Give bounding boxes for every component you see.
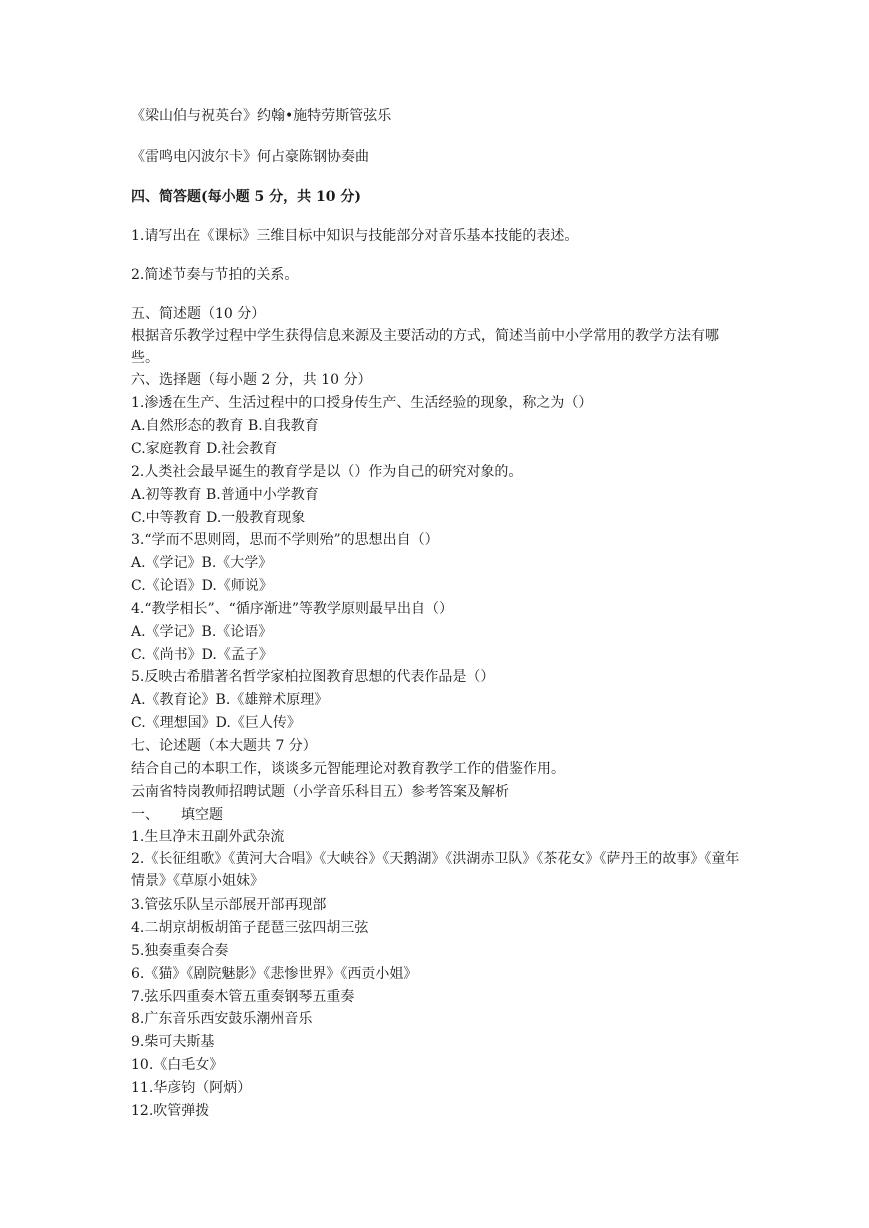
question-text: 5.反映古希腊著名哲学家柏拉图教育思想的代表作品是（）	[131, 669, 495, 685]
question-text: 根据音乐教学过程中学生获得信息来源及主要活动的方式，简述当前中小学常用的教学方法有哪些。	[131, 328, 719, 366]
option-line: A.《教育论》B.《雄辩术原理》	[131, 692, 329, 708]
option-line: A.《学记》B.《大学》	[131, 555, 273, 571]
answer-line: 8.广东音乐西安鼓乐潮州音乐	[131, 1011, 313, 1027]
section-heading: 四、简答题(每小题 5 分，共 10 分)	[131, 189, 361, 205]
question-text: 4.“教学相长”、“循序渐进”等教学原则最早出自（）	[131, 601, 453, 617]
subheading-label: 填空题	[181, 807, 223, 823]
answer-line: 1.生旦净末丑副外武杂流	[131, 829, 285, 845]
question-text: 2.简述节奏与节拍的关系。	[131, 267, 299, 283]
text-line: 《雷鸣电闪波尔卡》何占豪陈钢协奏曲	[131, 149, 369, 165]
option-line: C.《论语》D.《师说》	[131, 578, 273, 594]
answer-line: 3.管弦乐队呈示部展开部再现部	[131, 897, 327, 913]
answer-line: 6.《猫》《剧院魅影》《悲惨世界》《西贡小姐》	[131, 966, 418, 982]
answer-line: 2.《长征组歌》《黄河大合唱》《大峡谷》《天鹅湖》《洪湖赤卫队》《茶花女》《萨丹王的故事》《童年情景》《草原小姐妹》	[131, 851, 740, 889]
question-text: 3.“学而不思则罔，思而不学则殆”的思想出自（）	[131, 532, 439, 548]
answer-line: 11.华彦钧（阿炳）	[131, 1080, 252, 1096]
section-heading: 七、论述题（本大题共 7 分）	[131, 738, 317, 754]
answer-line: 12.吹管弹拨	[131, 1103, 210, 1119]
answer-line: 4.二胡京胡板胡笛子琵琶三弦四胡三弦	[131, 920, 369, 936]
option-line: C.《理想国》D.《巨人传》	[131, 715, 301, 731]
option-line: A.《学记》B.《论语》	[131, 624, 273, 640]
answers-subheading	[131, 805, 223, 825]
answer-line: 7.弦乐四重奏木管五重奏钢琴五重奏	[131, 989, 355, 1005]
question-text: 2.人类社会最早诞生的教育学是以（）作为自己的研究对象的。	[131, 464, 523, 480]
subheading-number: 一、	[131, 807, 159, 823]
question-text: 1.渗透在生产、生活过程中的口授身传生产、生活经验的现象，称之为（）	[131, 395, 593, 411]
answers-title: 云南省特岗教师招聘试题（小学音乐科目五）参考答案及解析	[131, 784, 509, 800]
option-line: C.家庭教育 D.社会教育	[131, 441, 278, 457]
section-heading: 六、选择题（每小题 2 分，共 10 分）	[131, 372, 372, 388]
section-heading: 五、简述题（10 分）	[131, 306, 266, 322]
option-line: A.初等教育 B.普通中小学教育	[131, 487, 319, 503]
answer-line: 5.独奏重奏合奏	[131, 943, 229, 959]
answer-line: 10.《白毛女》	[131, 1057, 224, 1073]
option-line: C.《尚书》D.《孟子》	[131, 647, 273, 663]
option-line: A.自然形态的教育 B.自我教育	[131, 418, 319, 434]
option-line: C.中等教育 D.一般教育现象	[131, 510, 306, 526]
question-text: 结合自己的本职工作，谈谈多元智能理论对教育教学工作的借鉴作用。	[131, 761, 565, 777]
text-line: 《梁山伯与祝英台》约翰•施特劳斯管弦乐	[131, 108, 392, 124]
answer-line: 9.柴可夫斯基	[131, 1034, 215, 1050]
question-text: 1.请写出在《课标》三维目标中知识与技能部分对音乐基本技能的表述。	[131, 228, 579, 244]
